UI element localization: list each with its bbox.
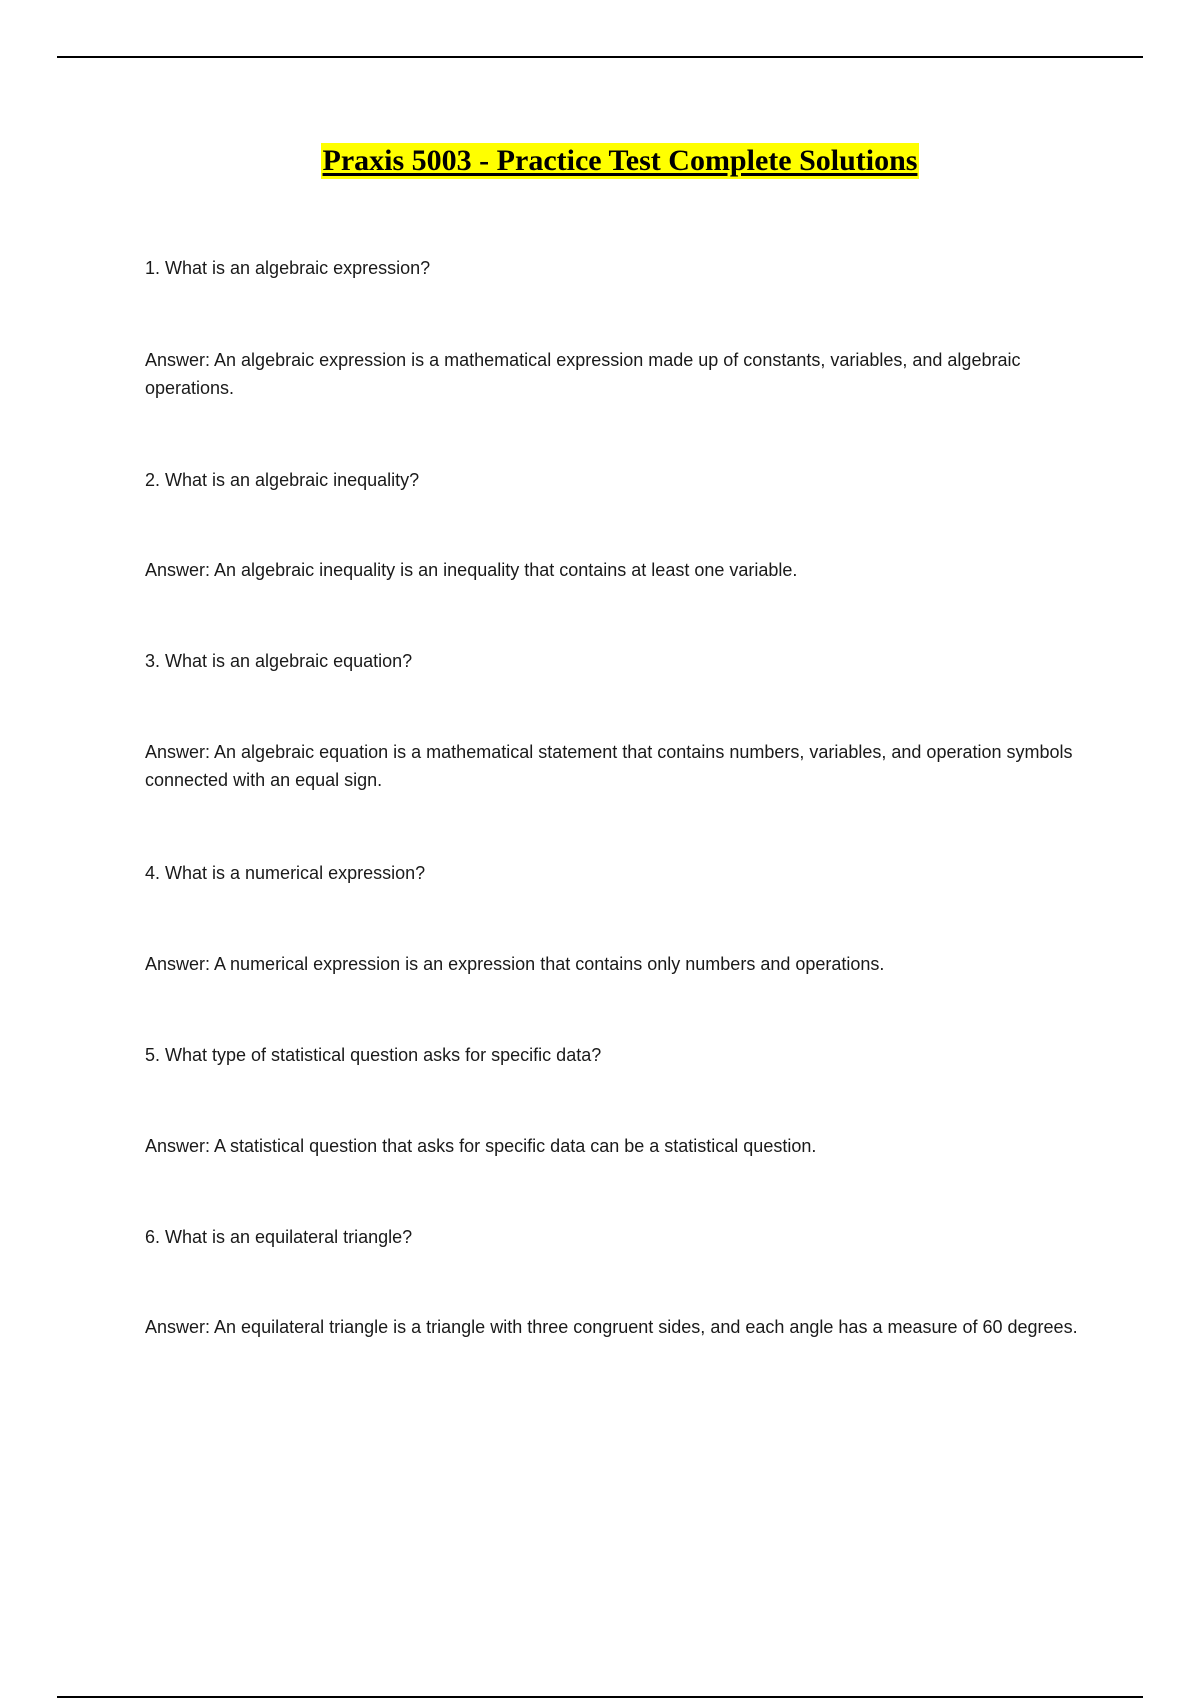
- answer-1: Answer: An algebraic expression is a mathematical expression made up of constants, variables, and algebraic operations.: [145, 350, 1021, 398]
- header-rule: [57, 56, 1143, 58]
- answer-6: Answer: An equilateral triangle is a triangle with three congruent sides, and each angle has a measure of 60 degrees.: [145, 1317, 1078, 1337]
- answer-2: Answer: An algebraic inequality is an inequality that contains at least one variable.: [145, 560, 798, 580]
- question-1: 1. What is an algebraic expression?: [145, 258, 431, 278]
- answer-4: Answer: A numerical expression is an expression that contains only numbers and operations.: [145, 954, 885, 974]
- document-title: Praxis 5003 - Practice Test Complete Solutions: [322, 144, 918, 177]
- question-3: 3. What is an algebraic equation?: [145, 651, 413, 671]
- answer-3: Answer: An algebraic equation is a mathematical statement that contains numbers, variables, and operation symbols connected with an equal sign.: [145, 742, 1073, 790]
- title-container: [0, 143, 1200, 179]
- footer-rule: [57, 1696, 1143, 1698]
- question-2: 2. What is an algebraic inequality?: [145, 470, 420, 490]
- answer-5: Answer: A statistical question that asks for specific data can be a statistical question.: [145, 1136, 817, 1156]
- question-5: 5. What type of statistical question asks for specific data?: [145, 1045, 602, 1065]
- question-6: 6. What is an equilateral triangle?: [145, 1227, 413, 1247]
- question-4: 4. What is a numerical expression?: [145, 863, 426, 883]
